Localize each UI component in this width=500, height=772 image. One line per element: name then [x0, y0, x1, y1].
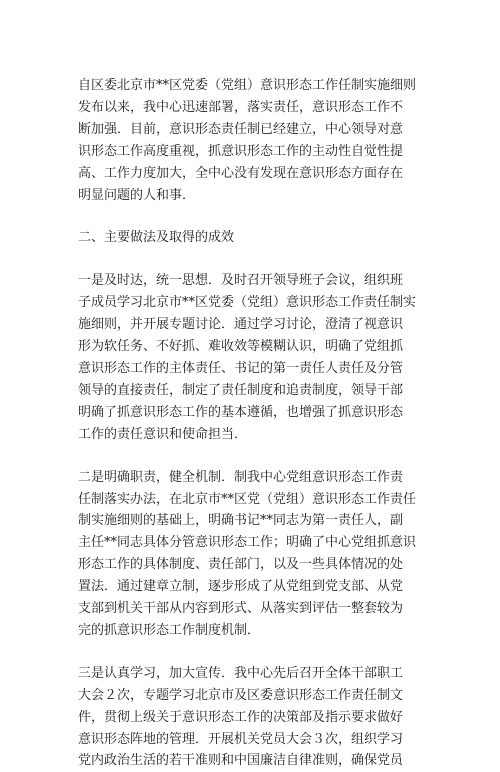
- text-line: 二是明确职责，健全机制．制我中心党组意识形态工作责: [78, 469, 404, 485]
- text-line: 领导的直接责任，制定了责任制度和追责制度，领导干部: [78, 382, 404, 398]
- text-line: 明显问题的人和事．: [78, 187, 196, 203]
- text-line: 主任**同志具体分管意识形态工作；明确了中心党组抓意识: [78, 535, 417, 551]
- text-line: 子成员学习北京市**区党委（党组）意识形态工作责任制实: [78, 295, 417, 311]
- text-line: 一是及时达，统一思想．及时召开领导班子会议，组织班: [78, 273, 404, 289]
- document-body: [78, 75, 428, 772]
- text-line: 施细则，并开展专题讨论．通过学习讨论，澄清了视意识: [78, 317, 404, 333]
- text-line: 明确了抓意识形态工作的基本遵循，也增强了抓意识形态: [78, 404, 404, 420]
- text-line: 党内政治生活的若干准则和中国廉洁自律准则，确保党员: [78, 753, 404, 769]
- text-line: 形态工作的具体制度、责任部门，以及一些具体情况的处: [78, 557, 404, 573]
- paragraph-3: [78, 663, 428, 772]
- text-line: 形为软任务、不好抓、难收效等模糊认识，明确了党组抓: [78, 339, 404, 355]
- text-line: 件，贯彻上级关于意识形态工作的决策部及指示要求做好: [78, 709, 404, 725]
- text-line: 意识形态工作的主体责任、书记的第一责任人责任及分管: [78, 360, 404, 376]
- text-line: 三是认真学习，加大宣传．我中心先后召开全体干部职工: [78, 665, 404, 681]
- section-heading: 二、主要做法及取得的成效: [78, 230, 235, 246]
- intro-paragraph: [78, 75, 428, 206]
- paragraph-gap: [78, 206, 428, 227]
- paragraph-gap: [78, 446, 428, 467]
- paragraph-2: [78, 467, 428, 642]
- text-line: 自区委北京市**区党委（党组）意识形态工作任制实施细则: [78, 78, 417, 93]
- text-line: 发布以来，我中心迅速部署，落实责任，意识形态工作不: [78, 99, 404, 115]
- text-line: 断加强．目前，意识形态责任制已经建立，中心领导对意: [78, 121, 404, 137]
- text-line: 大会２次，专题学习北京市及区委意识形态工作责任制文: [78, 687, 404, 703]
- paragraph-gap: [78, 642, 428, 663]
- text-line: 制实施细则的基础上，明确书记**同志为第一责任人，副: [78, 513, 404, 529]
- paragraph-1: [78, 270, 428, 445]
- text-line: 高、工作力度加大，全中心没有发现在意识形态方面存在: [78, 165, 404, 181]
- text-line: 任制落实办法，在北京市**区党（党组）意识形态工作责任: [78, 491, 417, 507]
- text-line: 置法．通过建章立制，逐步形成了从党组到党支部、从党: [78, 579, 404, 595]
- text-line: 完的抓意识形态工作制度机制．: [78, 622, 261, 638]
- paragraph-gap: [78, 249, 428, 270]
- text-line: 识形态工作高度重视，抓意识形态工作的主动性自觉性提: [78, 143, 404, 159]
- text-line: 意识形态阵地的管理．开展机关党员大会３次，组织学习: [78, 731, 404, 747]
- text-line: 支部到机关干部从内容到形式、从落实到评估一整套较为: [78, 601, 404, 617]
- text-line: 工作的责任意识和使命担当．: [78, 426, 248, 442]
